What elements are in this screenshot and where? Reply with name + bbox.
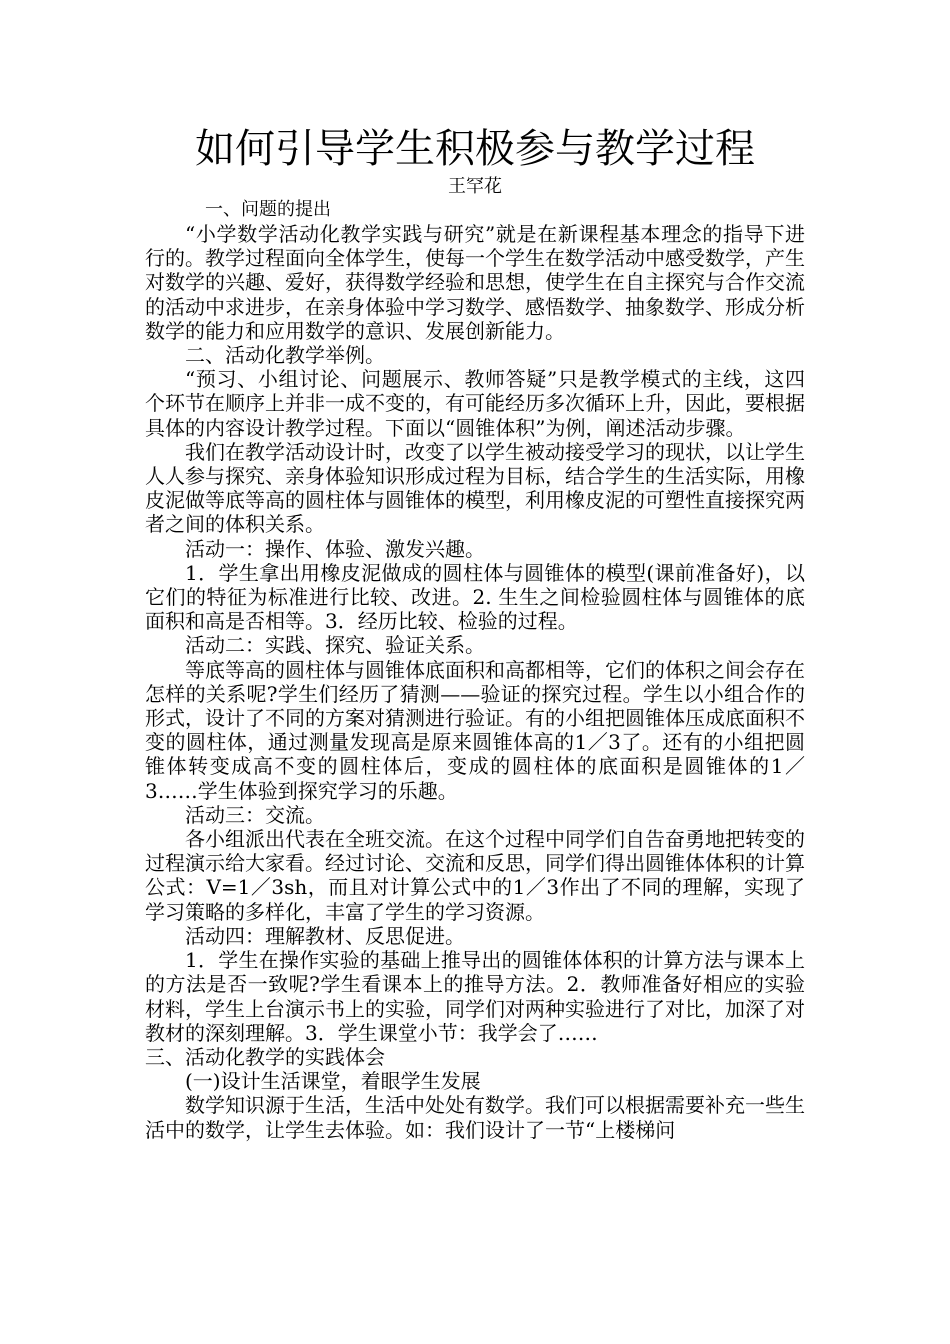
section-heading: 一、问题的提出 — [205, 199, 331, 220]
paragraph: 1．学生在操作实验的基础上推导出的圆锥体体积的计算方法与课本上的方法是否一致呢?学生看课本上的推导方法。2．教师准备好相应的实验材料，学生上台演示书上的实验，同学们对两种实验进行了对比，加深了对教材的深刻理解。3．学生课堂小节：我学会了…… — [145, 948, 805, 1045]
paragraph: 我们在教学活动设计时，改变了以学生被动接受学习的现状，以让学生人人参与探究、亲身体验知识形成过程为目标，结合学生的生活实际，用橡皮泥做等底等高的圆柱体与圆锥体的模型，利用橡皮泥的可塑性直接探究两者之间的体积关系。 — [145, 439, 805, 537]
paragraph: “预习、小组讨论、问题展示、教师答疑”只是教学模式的主线，这四个环节在顺序上并非一成不变的，有可能经历多次循环上升，因此，要根据具体的内容设计教学过程。下面以“圆锥体积”为例，阐述活动步骤。 — [145, 367, 805, 440]
activity-heading: 活动二：实践、探究、验证关系。 — [185, 633, 485, 658]
section-heading: 二、活动化教学举例。 — [185, 343, 385, 368]
document-body — [145, 122, 805, 1142]
document-title: 如何引导学生积极参与教学过程 — [195, 126, 755, 172]
activity-heading: 活动一：操作、体验、激发兴趣。 — [185, 536, 485, 561]
activity-heading: 活动三：交流。 — [185, 802, 325, 827]
activity-heading: 活动四：理解教材、反思促进。 — [185, 923, 465, 948]
document-author: 王罕花 — [448, 176, 502, 197]
paragraph: “小学数学活动化教学实践与研究”就是在新课程基本理念的指导下进行的。教学过程面向全体学生，使每一个学生在数学活动中感受数学，产生对数学的兴趣、爱好，获得数学经验和思想，使学生在自主探究与合作交流的活动中求进步，在亲身体验中学习数学、感悟数学、抽象数学、形成分析数学的能力和应用数学的意识、发展创新能力。 — [145, 222, 805, 343]
paragraph: 数学知识源于生活，生活中处处有数学。我们可以根据需要补充一些生活中的数学，让学生去体验。如：我们设计了一节“上楼梯问 — [145, 1093, 805, 1142]
paragraph: 各小组派出代表在全班交流。在这个过程中同学们自告奋勇地把转变的过程演示给大家看。经过讨论、交流和反思，同学们得出圆锥体体积的计算公式：V=1／3sh，而且对计算公式中的1／3作出了不同的理解，实现了学习策略的多样化，丰富了学生的学习资源。 — [145, 827, 805, 924]
paragraph: 1．学生拿出用橡皮泥做成的圆柱体与圆锥体的模型(课前准备好)，以它们的特征为标准进行比较、改进。2. 生生之间检验圆柱体与圆锥体的底面积和高是否相等。3．经历比较、检验的过程。 — [145, 560, 805, 634]
section-heading: 三、活动化教学的实践体会 — [145, 1044, 385, 1069]
subsection-heading: (一)设计生活课堂，着眼学生发展 — [185, 1069, 481, 1094]
paragraph: 等底等高的圆柱体与圆锥体底面积和高都相等，它们的体积之间会存在怎样的关系呢?学生们经历了猜测——验证的探究过程。学生以小组合作的形式，设计了不同的方案对猜测进行验证。有的小组把圆锥体压成底面积不变的圆柱体，通过测量发现高是原来圆锥体高的1／3了。还有的小组把圆锥体转变成高不变的圆柱体后，变成的圆柱体的底面积是圆锥体的1／3……学生体验到探究学习的乐趣。 — [145, 657, 805, 803]
